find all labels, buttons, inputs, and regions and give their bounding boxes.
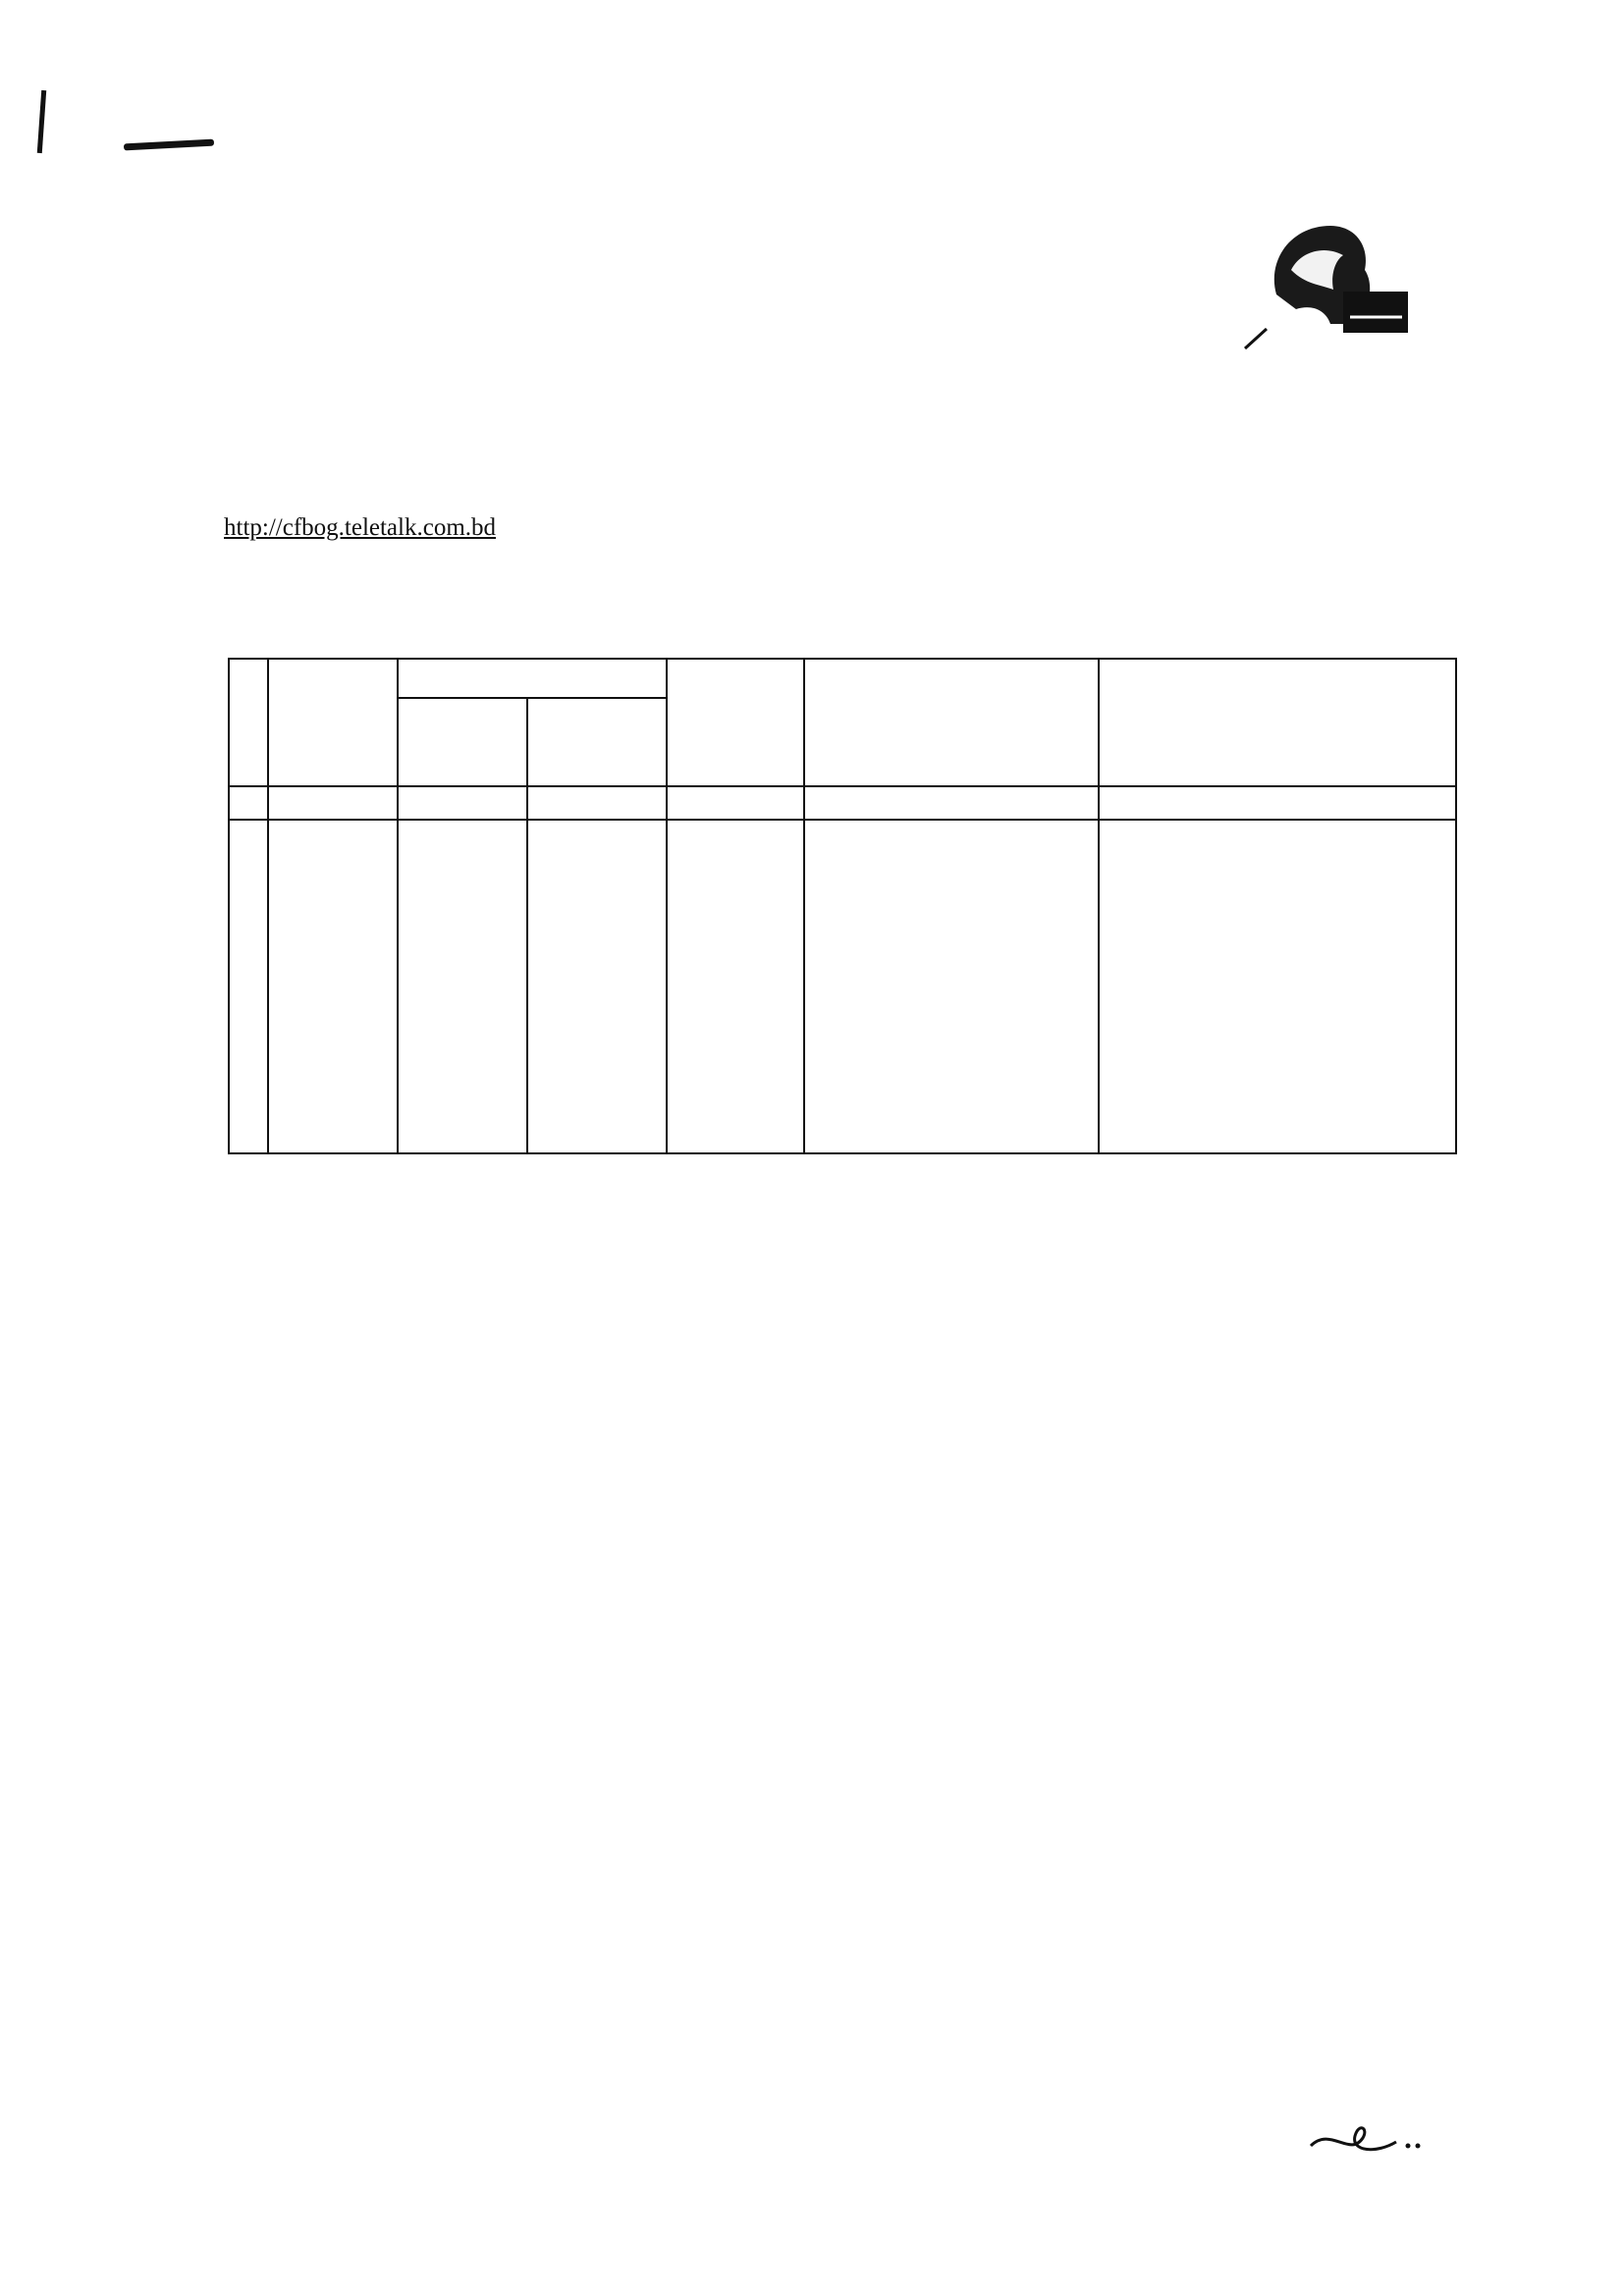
subitem-label [247, 1832, 302, 1859]
condition-number [196, 1757, 247, 1785]
footer-file-label [206, 2256, 422, 2277]
condition-number [196, 1622, 247, 1649]
column-number [804, 786, 1099, 820]
scan-mark-horizontal [124, 139, 214, 151]
condition-text [247, 1390, 1463, 1417]
application-website-link[interactable]: http://cfbog.teletalk.com.bd [224, 514, 497, 541]
header-eligible-districts [1099, 659, 1456, 786]
memo-date [1159, 402, 1443, 436]
district-group-b-title [1106, 952, 1449, 982]
district-group-a-title [1106, 825, 1449, 854]
condition-text [247, 1349, 1463, 1376]
qualification-b [811, 942, 1092, 1041]
district-group-b-list [1106, 982, 1449, 1080]
memo-reference [224, 402, 852, 436]
condition-subitems [247, 1832, 1463, 2010]
condition-item [196, 1213, 1463, 1335]
header-qualifications [804, 659, 1099, 786]
condition-number [196, 1213, 247, 1241]
qualification-a [811, 825, 1092, 942]
subitem-label [247, 1871, 302, 1898]
subitem-label [247, 1910, 302, 1971]
condition-number [196, 1472, 247, 1500]
subitem-text [302, 1910, 1463, 1971]
condition-number [196, 1390, 247, 1417]
header-serial [229, 659, 268, 786]
subitem-text [302, 1983, 1463, 2010]
condition-text [247, 1622, 1463, 1649]
table-row [229, 820, 1456, 1153]
office-header [550, 232, 1060, 342]
column-number [1099, 786, 1456, 820]
row-pay-scale [667, 820, 804, 1153]
row-division-a-count [398, 820, 527, 1153]
condition-item [196, 1757, 1463, 1818]
column-number [527, 786, 667, 820]
row-eligible-districts [1099, 820, 1456, 1153]
condition-item [196, 1349, 1463, 1376]
header-division-b [527, 698, 667, 786]
condition-text [247, 1213, 1463, 1241]
condition-item [196, 1622, 1463, 1743]
condition-item [196, 1472, 1463, 1533]
notice-title [511, 432, 1112, 477]
condition-number [196, 1547, 247, 1575]
subitem-text [302, 1871, 1463, 1898]
row-post-name [268, 820, 398, 1153]
scan-mark-vertical [37, 90, 46, 153]
condition-subitem [247, 1910, 1463, 1971]
header-post-count [398, 659, 667, 698]
condition-number [196, 1349, 247, 1376]
handwritten-signature [1306, 2109, 1434, 2167]
subitem-label [247, 1983, 302, 2010]
column-number [229, 786, 268, 820]
condition-subitem [247, 1871, 1463, 1898]
header-pay-scale [667, 659, 804, 786]
condition-item [196, 1390, 1463, 1417]
header-division-a [398, 698, 527, 786]
condition-text [247, 1431, 1463, 1459]
column-number [667, 786, 804, 820]
row-qualifications [804, 820, 1099, 1153]
row-serial [229, 820, 268, 1153]
condition-text [247, 1757, 1463, 1785]
condition-number [196, 1431, 247, 1459]
condition-text [247, 1472, 1463, 1500]
recruitment-table [228, 658, 1457, 1154]
condition-item [196, 1547, 1463, 1608]
conditions-title [550, 1154, 1075, 1196]
motto [218, 196, 513, 265]
column-number [398, 786, 527, 820]
condition-subitem [247, 1983, 1463, 2010]
condition-subitem [247, 1832, 1463, 1859]
subitem-text [302, 1832, 1463, 1859]
condition-text [247, 1547, 1463, 1575]
table-header-row [229, 659, 1456, 698]
commemorative-seal-image [1237, 201, 1409, 358]
district-group-a-list [1106, 854, 1449, 952]
row-division-b-count [527, 820, 667, 1153]
condition-item [196, 1431, 1463, 1459]
table-column-number-row [229, 786, 1456, 820]
column-number [268, 786, 398, 820]
notice-intro [224, 507, 1457, 634]
conditions-list [196, 1213, 1463, 2156]
header-post-name [268, 659, 398, 786]
